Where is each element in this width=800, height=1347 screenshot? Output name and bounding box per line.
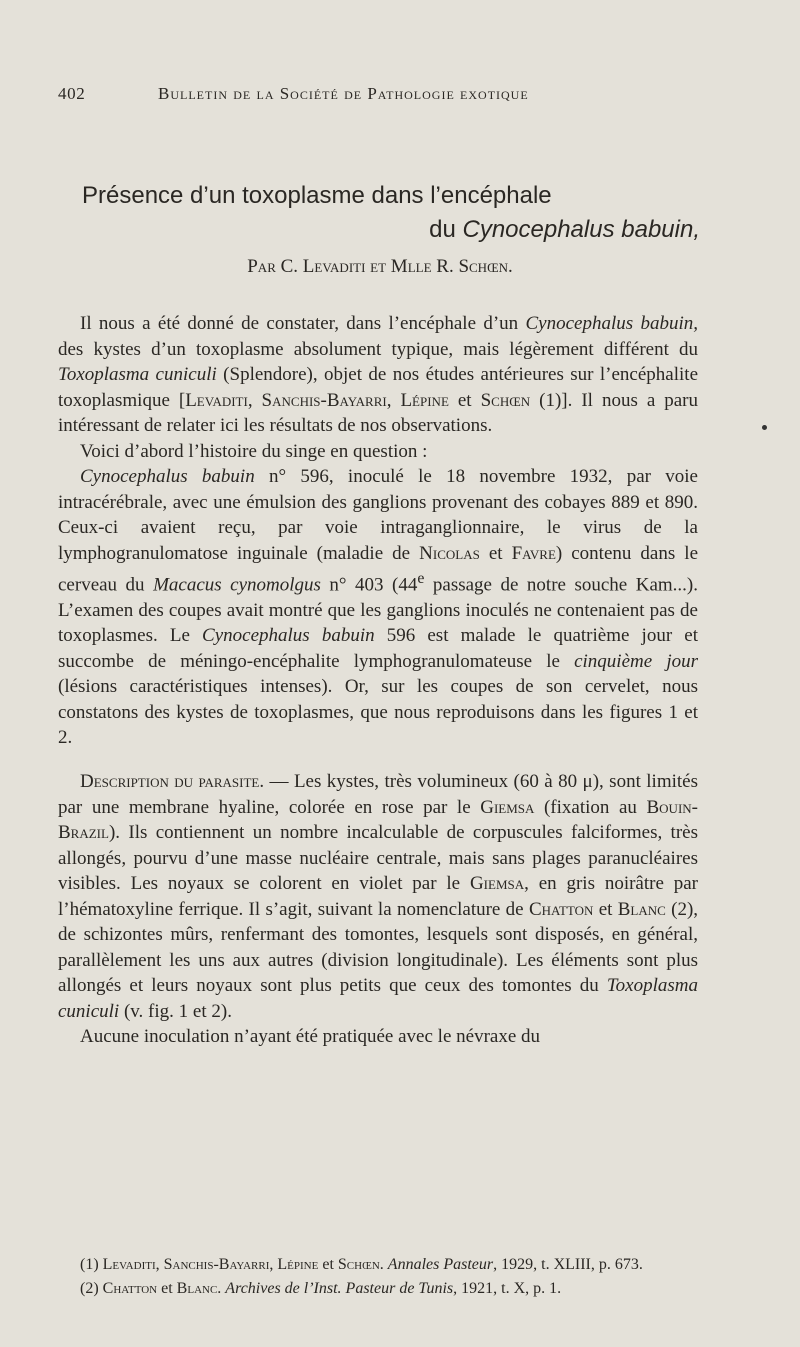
author-line: Par C. Levaditi et Mlle R. Schœn. bbox=[247, 256, 513, 277]
footnote-1: (1) Levaditi, Sanchis-Bayarri, Lépine et Schœn. Annales Pasteur, 1929, t. XLIII, p. 673. bbox=[80, 1256, 643, 1273]
paragraph-history: Cynocephalus babuin n° 596, inoculé le 18 novembre 1932, par voie intracérébrale, avec une émulsion des ganglions provenant des cobayes 889 et 890. Ceux-ci avaient reçu, par voie intraganglionnaire, le virus de la lymphogranulomatose inguinale (maladie de Nicolas et Favre) contenu dans le cerveau du Macacus cynomolgus n° 403 (44e passage de notre souche Kam...). L’examen des coupes avait montré que les ganglions inoculés ne contenaient pas de toxoplasmes. Le Cynocephalus babuin 596 est malade le quatrième jour et succombe de méningo-encéphalite lymphogranulomateuse le cinquième jour (lésions caractéristiques intenses). Or, sur les coupes de son cervelet, nous constatons des kystes de toxoplasmes, que nous reproduisons dans les figures 1 et 2. bbox=[58, 466, 699, 749]
footnote-2: (2) Chatton et Blanc. Archives de l’Inst. Pasteur de Tunis, 1921, t. X, p. 1. bbox=[80, 1280, 562, 1297]
running-title: Bulletin de la Société de Pathologie exotique bbox=[158, 84, 529, 103]
article-title-line-1: Présence d’un toxoplasme dans l’encéphale bbox=[82, 182, 552, 209]
paragraph-intro: Il nous a été donné de constater, dans l’encéphale d’un Cynocephalus babuin, des kystes d’un toxoplasme absolument typique, mais légèrement différent du Toxoplasma cuniculi (Splendore), objet de nos études antérieures sur l’encéphalite toxoplasmique [Levaditi, Sanchis-Bayarri, Lépine et Schœn (1)]. Il nous a paru intéressant de relater ici les résultats de nos observations. bbox=[58, 313, 698, 436]
species-name: Cynocephalus babuin, bbox=[462, 216, 700, 243]
body-text-upper bbox=[58, 311, 698, 751]
margin-mark bbox=[762, 425, 767, 430]
article-title-line-2: du Cynocephalus babuin, bbox=[429, 216, 700, 243]
paragraph-description: Description du parasite. — Les kystes, très volumineux (60 à 80 μ), sont limités par une membrane hyaline, colorée en rose par le Giemsa (fixation au Bouin-Brazil). Ils contiennent un nombre incalculable de corpuscules falciformes, très allongés, pourvu d’une masse nucléaire centrale, mais sans plages paranucléaires visibles. Les noyaux se colorent en violet par le Giemsa, en gris noirâtre par l’hématoxyline ferrique. Il s’agit, suivant la nomenclature de Chatton et Blanc (2), de schizontes mûrs, renfermant des tomontes, lesquels sont disposés, en général, parallèlement les uns aux autres (division longitudinale). Les éléments sont plus allongés et leurs noyaux sont plus petits que ceux des tomontes du Toxoplasma cuniculi (v. fig. 1 et 2). bbox=[58, 771, 699, 1022]
paragraph-inoculation: Aucune inoculation n’ayant été pratiquée avec le névraxe du bbox=[80, 1026, 541, 1047]
page-number: 402 bbox=[58, 84, 86, 103]
section-heading: Description du parasite. bbox=[80, 771, 265, 792]
body-text-lower bbox=[58, 769, 698, 1050]
paragraph-history-lead: Voici d’abord l’histoire du singe en question : bbox=[80, 440, 428, 462]
footnotes bbox=[58, 1256, 703, 1304]
